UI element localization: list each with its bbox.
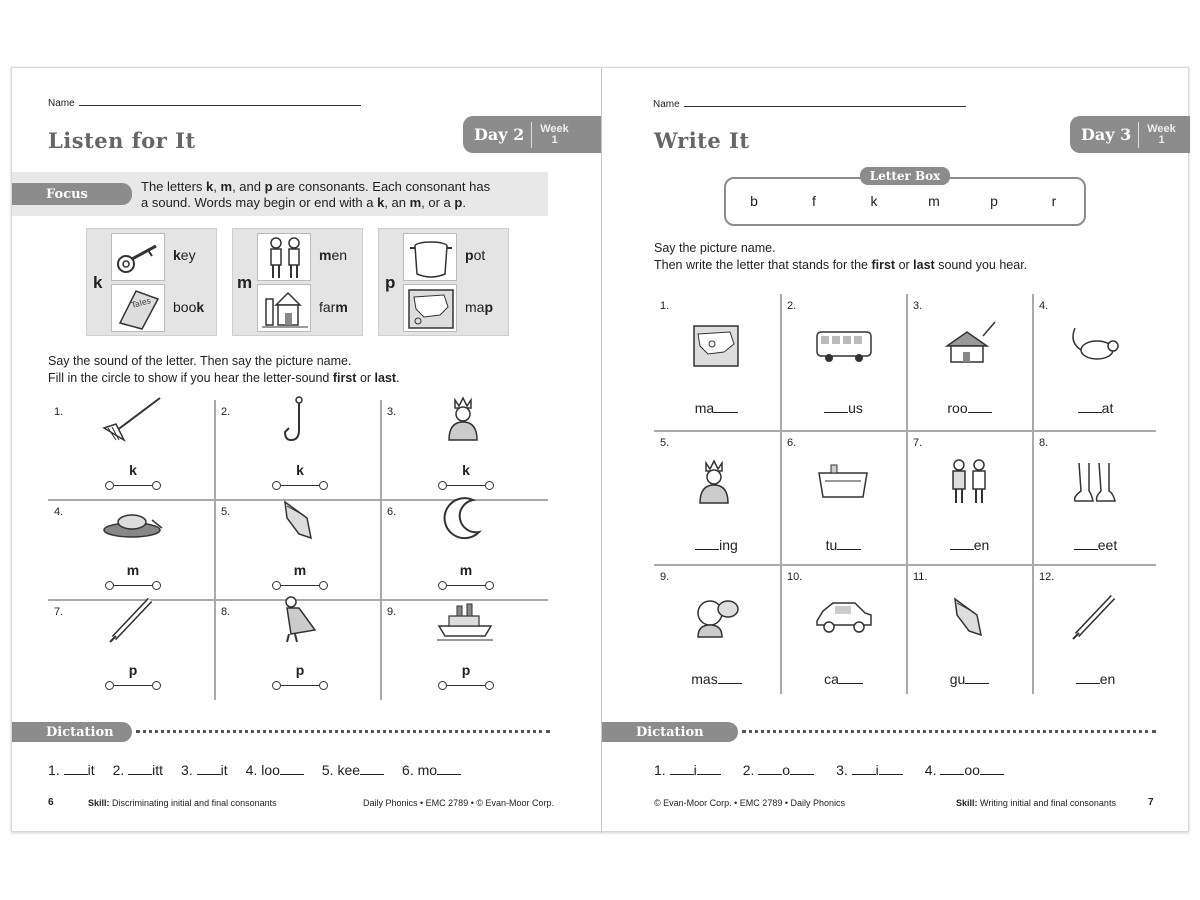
item-number: 5. bbox=[660, 437, 670, 449]
letter-blank[interactable] bbox=[695, 538, 719, 550]
map-icon bbox=[403, 284, 457, 332]
week-label: Week 1 bbox=[540, 122, 569, 146]
example-box-p bbox=[378, 228, 509, 336]
footer-credit: © Evan-Moor Corp. • EMC 2789 • Daily Phonics bbox=[654, 798, 846, 808]
last-sound-circle[interactable] bbox=[152, 681, 161, 690]
cape-icon bbox=[267, 594, 333, 649]
last-sound-circle[interactable] bbox=[319, 581, 328, 590]
dictation-item bbox=[925, 762, 1004, 778]
dictation-blank[interactable] bbox=[790, 763, 814, 775]
example-word: pot bbox=[465, 247, 486, 263]
item-number: 11. bbox=[913, 571, 928, 583]
dictation-blank[interactable] bbox=[437, 763, 461, 775]
book-icon bbox=[111, 284, 165, 332]
dictation-vowel: o bbox=[782, 762, 791, 778]
item-number: 7. bbox=[913, 437, 923, 449]
grid-line bbox=[654, 430, 1156, 432]
dictation-row bbox=[654, 762, 1004, 778]
word-part: ca bbox=[824, 671, 839, 687]
grid-line bbox=[214, 400, 216, 700]
letter-box-letter: b bbox=[750, 193, 758, 209]
example-letter: k bbox=[93, 273, 103, 292]
word-part: at bbox=[1101, 400, 1114, 416]
dictation-number: 3. bbox=[836, 762, 852, 778]
example-word: men bbox=[319, 247, 348, 263]
example-letter: m bbox=[237, 273, 253, 292]
word-part: us bbox=[848, 400, 863, 416]
left-page bbox=[12, 68, 601, 833]
first-sound-circle[interactable] bbox=[105, 581, 114, 590]
dictation-item bbox=[654, 762, 721, 778]
dotted-rule bbox=[136, 730, 550, 733]
dictation-item bbox=[743, 762, 814, 778]
dictation-blank[interactable] bbox=[852, 763, 876, 775]
feet-icon bbox=[1065, 457, 1127, 512]
dictation-prefix: mo bbox=[417, 762, 438, 778]
fill-in-word bbox=[907, 400, 1032, 416]
dictation-label: Dictation bbox=[12, 722, 132, 742]
dictation-row bbox=[48, 762, 461, 778]
item-number: 9. bbox=[660, 571, 670, 583]
dictation-vowel: oo bbox=[964, 762, 980, 778]
right-page bbox=[601, 68, 1190, 833]
svg-text:Tales: Tales bbox=[130, 296, 152, 310]
letter-blank[interactable] bbox=[1074, 538, 1098, 550]
dictation-blank[interactable] bbox=[64, 763, 88, 775]
item-number: 3. bbox=[387, 406, 397, 418]
circle-connector bbox=[281, 485, 319, 486]
word-part: en bbox=[973, 537, 990, 553]
item-number: 10. bbox=[787, 571, 803, 583]
footer-credit: Daily Phonics • EMC 2789 • © Evan-Moor Corp. bbox=[363, 798, 555, 808]
day-tab bbox=[1070, 116, 1190, 153]
fill-in-word bbox=[1033, 537, 1158, 553]
dictation-suffix: it bbox=[220, 762, 228, 778]
page-title: Write It bbox=[654, 128, 750, 153]
skill-text: Skill: Discriminating initial and final consonants bbox=[88, 798, 277, 808]
king-icon bbox=[433, 394, 499, 449]
letter-box-letter: r bbox=[1051, 193, 1057, 209]
dictation-vowel: i bbox=[875, 762, 879, 778]
target-letter: m bbox=[293, 562, 307, 578]
word-part: tu bbox=[825, 537, 838, 553]
fill-in-word bbox=[907, 671, 1032, 687]
dictation-item bbox=[48, 762, 95, 778]
item-number: 8. bbox=[221, 606, 231, 618]
letter-blank[interactable] bbox=[839, 672, 863, 684]
dictation-number: 5. bbox=[321, 762, 338, 778]
dotted-rule bbox=[742, 730, 1156, 733]
king-icon bbox=[686, 457, 748, 512]
fill-in-word bbox=[1033, 400, 1158, 416]
last-sound-circle[interactable] bbox=[485, 581, 494, 590]
dictation-item bbox=[113, 762, 163, 778]
circle-connector bbox=[447, 485, 485, 486]
target-letter: k bbox=[129, 462, 137, 478]
grid-line bbox=[380, 400, 382, 700]
fill-in-word bbox=[1033, 671, 1158, 687]
last-sound-circle[interactable] bbox=[485, 681, 494, 690]
page-number: 7 bbox=[1148, 797, 1154, 808]
dictation-blank[interactable] bbox=[670, 763, 694, 775]
dictation-blank[interactable] bbox=[128, 763, 152, 775]
last-sound-circle[interactable] bbox=[152, 581, 161, 590]
item-number: 4. bbox=[54, 506, 64, 518]
name-rule[interactable] bbox=[79, 97, 361, 106]
key-icon bbox=[111, 233, 165, 281]
item-number: 7. bbox=[54, 606, 64, 618]
circle-connector bbox=[114, 485, 152, 486]
letter-blank[interactable] bbox=[837, 538, 861, 550]
fill-in-word bbox=[654, 671, 779, 687]
example-box-k bbox=[86, 228, 217, 336]
grid-line bbox=[654, 564, 1156, 566]
item-number: 8. bbox=[1039, 437, 1049, 449]
circle-connector bbox=[114, 685, 152, 686]
pen-icon bbox=[100, 594, 166, 649]
letter-box-letters bbox=[744, 193, 1064, 209]
tub-icon bbox=[813, 457, 875, 512]
dictation-prefix: loo bbox=[261, 762, 280, 778]
dictation-number: 4. bbox=[924, 762, 941, 778]
dictation-blank[interactable] bbox=[940, 763, 964, 775]
men-icon bbox=[939, 457, 1001, 512]
letter-box-letter: p bbox=[990, 193, 998, 209]
car-icon bbox=[813, 591, 875, 646]
item-number: 5. bbox=[221, 506, 231, 518]
word-part: ing bbox=[719, 537, 738, 553]
instruction-line-2: Fill in the circle to show if you hear the letter-sound first or last. bbox=[48, 371, 400, 385]
letter-box-letter: k bbox=[870, 193, 878, 209]
instructions: Say the picture name. Then write the letter that stands for the first or last sound you hear. bbox=[654, 241, 1028, 272]
item-number: 2. bbox=[221, 406, 231, 418]
word-part: roo bbox=[947, 400, 968, 416]
word-part: ma bbox=[694, 400, 715, 416]
dictation-prefix: kee bbox=[337, 762, 361, 778]
fill-in-word bbox=[781, 400, 906, 416]
last-sound-circle[interactable] bbox=[152, 481, 161, 490]
circle-connector bbox=[281, 685, 319, 686]
example-word: book bbox=[173, 299, 205, 315]
mud-icon bbox=[100, 494, 166, 549]
letter-blank[interactable] bbox=[1076, 672, 1100, 684]
item-number: 4. bbox=[1039, 300, 1049, 312]
word-part: mas bbox=[691, 671, 718, 687]
target-letter: m bbox=[459, 562, 473, 578]
dictation-item bbox=[181, 762, 228, 778]
circle-connector bbox=[447, 685, 485, 686]
name-label: Name bbox=[48, 98, 75, 109]
item-number: 6. bbox=[387, 506, 397, 518]
farm-icon bbox=[257, 284, 311, 332]
dictation-number: 1. bbox=[48, 762, 64, 778]
day-label: Day 3 bbox=[1081, 125, 1132, 144]
dictation-label: Dictation bbox=[602, 722, 738, 742]
first-sound-circle[interactable] bbox=[105, 681, 114, 690]
dictation-item bbox=[836, 762, 903, 778]
pen-icon bbox=[1065, 591, 1127, 646]
circle-connector bbox=[281, 585, 319, 586]
letter-blank[interactable] bbox=[965, 672, 989, 684]
dictation-number: 2. bbox=[742, 762, 759, 778]
item-number: 12. bbox=[1039, 571, 1055, 583]
rat-icon bbox=[1065, 320, 1127, 375]
letter-blank[interactable] bbox=[968, 401, 992, 413]
target-letter: p bbox=[128, 662, 138, 678]
target-letter: p bbox=[295, 662, 305, 678]
dictation-blank[interactable] bbox=[980, 763, 1004, 775]
name-field[interactable] bbox=[653, 98, 966, 110]
grid-line bbox=[780, 294, 782, 694]
dictation-item bbox=[246, 762, 304, 778]
item-number: 1. bbox=[54, 406, 64, 418]
dictation-blank[interactable] bbox=[360, 763, 384, 775]
letter-blank[interactable] bbox=[714, 401, 738, 413]
name-field[interactable] bbox=[48, 97, 361, 109]
rake-icon bbox=[100, 394, 166, 449]
example-box-m bbox=[232, 228, 363, 336]
bus-icon bbox=[813, 320, 875, 375]
focus-label: Focus bbox=[12, 183, 132, 205]
target-letter: k bbox=[296, 462, 304, 478]
dictation-blank[interactable] bbox=[758, 763, 782, 775]
fill-in-word bbox=[781, 671, 906, 687]
dictation-suffix: itt bbox=[152, 762, 164, 778]
men-icon bbox=[257, 233, 311, 281]
fill-in-word bbox=[907, 537, 1032, 553]
example-word: farm bbox=[319, 299, 348, 315]
day-tab bbox=[463, 116, 601, 153]
hook-icon bbox=[267, 394, 333, 449]
dictation-blank[interactable] bbox=[197, 763, 221, 775]
fill-in-word bbox=[654, 537, 779, 553]
first-sound-circle[interactable] bbox=[438, 581, 447, 590]
dictation-item bbox=[402, 762, 461, 778]
mask-icon bbox=[686, 591, 748, 646]
dictation-vowel: i bbox=[693, 762, 697, 778]
example-word: map bbox=[465, 299, 494, 315]
dictation-suffix: it bbox=[87, 762, 95, 778]
word-part: en bbox=[1099, 671, 1116, 687]
target-letter: p bbox=[461, 662, 471, 678]
name-rule[interactable] bbox=[684, 98, 966, 107]
fill-in-word bbox=[654, 400, 779, 416]
first-sound-circle[interactable] bbox=[438, 481, 447, 490]
instruction-line-2: Then write the letter that stands for the first or last sound you hear. bbox=[654, 258, 1028, 272]
fill-in-word bbox=[781, 537, 906, 553]
dictation-number: 6. bbox=[402, 762, 418, 778]
first-sound-circle[interactable] bbox=[105, 481, 114, 490]
first-sound-circle[interactable] bbox=[272, 581, 281, 590]
word-part: eet bbox=[1097, 537, 1118, 553]
first-sound-circle[interactable] bbox=[272, 681, 281, 690]
roof-icon bbox=[939, 320, 1001, 375]
item-number: 1. bbox=[660, 300, 670, 312]
last-sound-circle[interactable] bbox=[485, 481, 494, 490]
last-sound-circle[interactable] bbox=[319, 481, 328, 490]
week-label: Week 1 bbox=[1147, 122, 1176, 146]
workbook-spread bbox=[11, 67, 1189, 832]
dictation-number: 3. bbox=[181, 762, 197, 778]
target-letter: k bbox=[462, 462, 470, 478]
letter-blank[interactable] bbox=[824, 401, 848, 413]
first-sound-circle[interactable] bbox=[438, 681, 447, 690]
dictation-blank[interactable] bbox=[697, 763, 721, 775]
gum-icon bbox=[939, 591, 1001, 646]
moon-icon bbox=[433, 494, 499, 549]
first-sound-circle[interactable] bbox=[272, 481, 281, 490]
dictation-number: 4. bbox=[245, 762, 262, 778]
example-word: key bbox=[173, 247, 196, 263]
map-icon bbox=[686, 320, 748, 375]
pot-icon bbox=[403, 233, 457, 281]
example-letter: p bbox=[385, 273, 396, 292]
word-part: gu bbox=[949, 671, 966, 687]
item-number: 6. bbox=[787, 437, 797, 449]
item-number: 2. bbox=[787, 300, 797, 312]
name-label: Name bbox=[653, 99, 680, 110]
item-number: 9. bbox=[387, 606, 397, 618]
dictation-blank[interactable] bbox=[879, 763, 903, 775]
page-title: Listen for It bbox=[48, 128, 196, 153]
focus-text: The letters k, m, and p are consonants. Each consonant has a sound. Words may begin or end with a k, an m, or a p. bbox=[141, 179, 491, 210]
item-number: 3. bbox=[913, 300, 923, 312]
skill-text: Skill: Writing initial and final consonants bbox=[956, 798, 1116, 808]
letter-blank[interactable] bbox=[950, 538, 974, 550]
gum-icon bbox=[267, 494, 333, 549]
letter-box-letter: m bbox=[928, 193, 940, 209]
dictation-number: 1. bbox=[654, 762, 670, 778]
grid-line bbox=[906, 294, 908, 694]
ship-icon bbox=[433, 594, 499, 649]
dictation-blank[interactable] bbox=[280, 763, 304, 775]
letter-box-title: Letter Box bbox=[860, 167, 950, 185]
dictation-item bbox=[322, 762, 384, 778]
instructions: Say the sound of the letter. Then say the picture name. Fill in the circle to show if you hear the letter-sound first or last. bbox=[48, 354, 400, 385]
circle-connector bbox=[114, 585, 152, 586]
page-number: 6 bbox=[48, 797, 54, 808]
letter-blank[interactable] bbox=[718, 672, 742, 684]
day-label: Day 2 bbox=[474, 125, 525, 144]
target-letter: m bbox=[126, 562, 140, 578]
letter-blank[interactable] bbox=[1078, 401, 1102, 413]
dictation-number: 2. bbox=[112, 762, 129, 778]
letter-box-letter: f bbox=[812, 193, 816, 209]
last-sound-circle[interactable] bbox=[319, 681, 328, 690]
circle-connector bbox=[447, 585, 485, 586]
grid-line bbox=[1032, 294, 1034, 694]
